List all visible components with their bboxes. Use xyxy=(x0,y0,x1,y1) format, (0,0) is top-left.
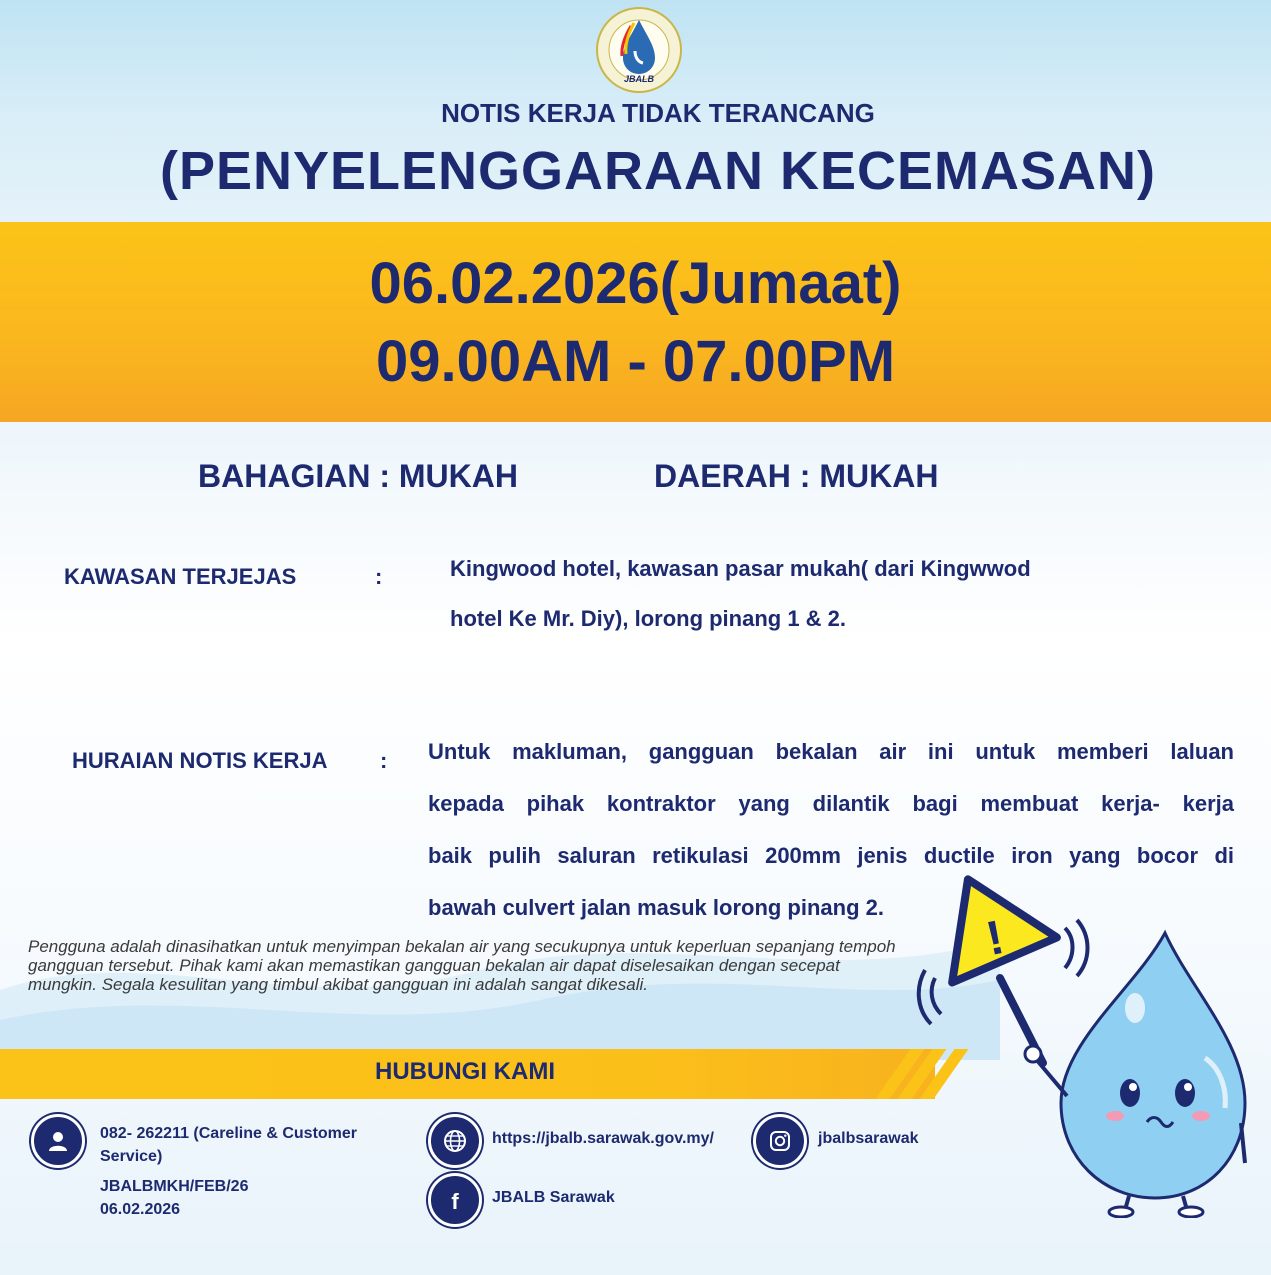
reference-number: JBALBMKH/FEB/26 xyxy=(100,1178,249,1195)
description-colon: : xyxy=(380,748,388,773)
schedule-date: 06.02.2026(Jumaat) xyxy=(369,251,902,316)
description-label: HURAIAN NOTIS KERJA xyxy=(72,748,328,773)
division-label: BAHAGIAN : MUKAH xyxy=(198,458,518,494)
advice-text: Pengguna adalah dinasihatkan untuk menyimpan bekalan air yang secukupnya untuk keperluan sepanjang tempoh gangguan tersebut. Pihak kami akan memastikan gangguan bekalan air dapat diselesaikan dengan secepat mungkin. Segala kesulitan yang timbul akibat gangguan ini adalah sangat dikesali. xyxy=(28,937,896,994)
schedule-band xyxy=(0,222,1271,422)
schedule-time: 09.00AM - 07.00PM xyxy=(375,329,896,394)
contact-header-bar xyxy=(0,1049,935,1099)
website-link[interactable]: https://jbalb.sarawak.gov.my/ xyxy=(492,1130,714,1147)
affected-area-line: hotel Ke Mr. Diy), lorong pinang 1 & 2. xyxy=(450,606,847,631)
notice-type-title: NOTIS KERJA TIDAK TERANCANG xyxy=(441,98,875,128)
water-drop-mascot xyxy=(915,858,1255,1218)
facebook-icon xyxy=(428,1173,482,1227)
description-line: Untuk makluman, gangguan bekalan air ini untuk memberi laluan xyxy=(428,739,1234,764)
affected-area-text xyxy=(450,544,1150,644)
description-line: bawah culvert jalan masuk lorong pinang 2. xyxy=(428,895,884,920)
svg-text:f: f xyxy=(451,1189,459,1212)
district-label: DAERAH : MUKAH xyxy=(654,458,939,494)
svg-text:!: ! xyxy=(981,910,1009,967)
svg-text:JBALB: JBALB xyxy=(623,74,655,84)
instagram-icon xyxy=(753,1114,807,1168)
phone-number[interactable]: 082- 262211 (Careline & Customer Service) xyxy=(100,1125,358,1165)
jbalb-logo xyxy=(595,6,683,94)
warning-sign-icon xyxy=(919,868,1088,1063)
affected-area-label: KAWASAN TERJEJAS xyxy=(64,564,297,589)
instagram-link[interactable]: jbalbsarawak xyxy=(818,1130,919,1147)
globe-icon xyxy=(428,1114,482,1168)
description-line: kepada pihak kontraktor yang dilantik bagi membuat kerja- kerja xyxy=(428,791,1234,816)
phone-contact-icon xyxy=(31,1114,85,1168)
affected-area-line: Kingwood hotel, kawasan pasar mukah( dari Kingwwod xyxy=(450,556,1031,581)
affected-area-colon: : xyxy=(375,564,383,589)
description-line: baik pulih saluran retikulasi 200mm jenis ductile iron yang bocor di xyxy=(428,843,1234,868)
notice-date: 06.02.2026 xyxy=(100,1201,181,1218)
facebook-link[interactable]: JBALB Sarawak xyxy=(492,1189,615,1206)
contact-title: HUBUNGI KAMI xyxy=(375,1058,555,1085)
notice-category-title: (PENYELENGGARAAN KECEMASAN) xyxy=(159,141,1157,201)
